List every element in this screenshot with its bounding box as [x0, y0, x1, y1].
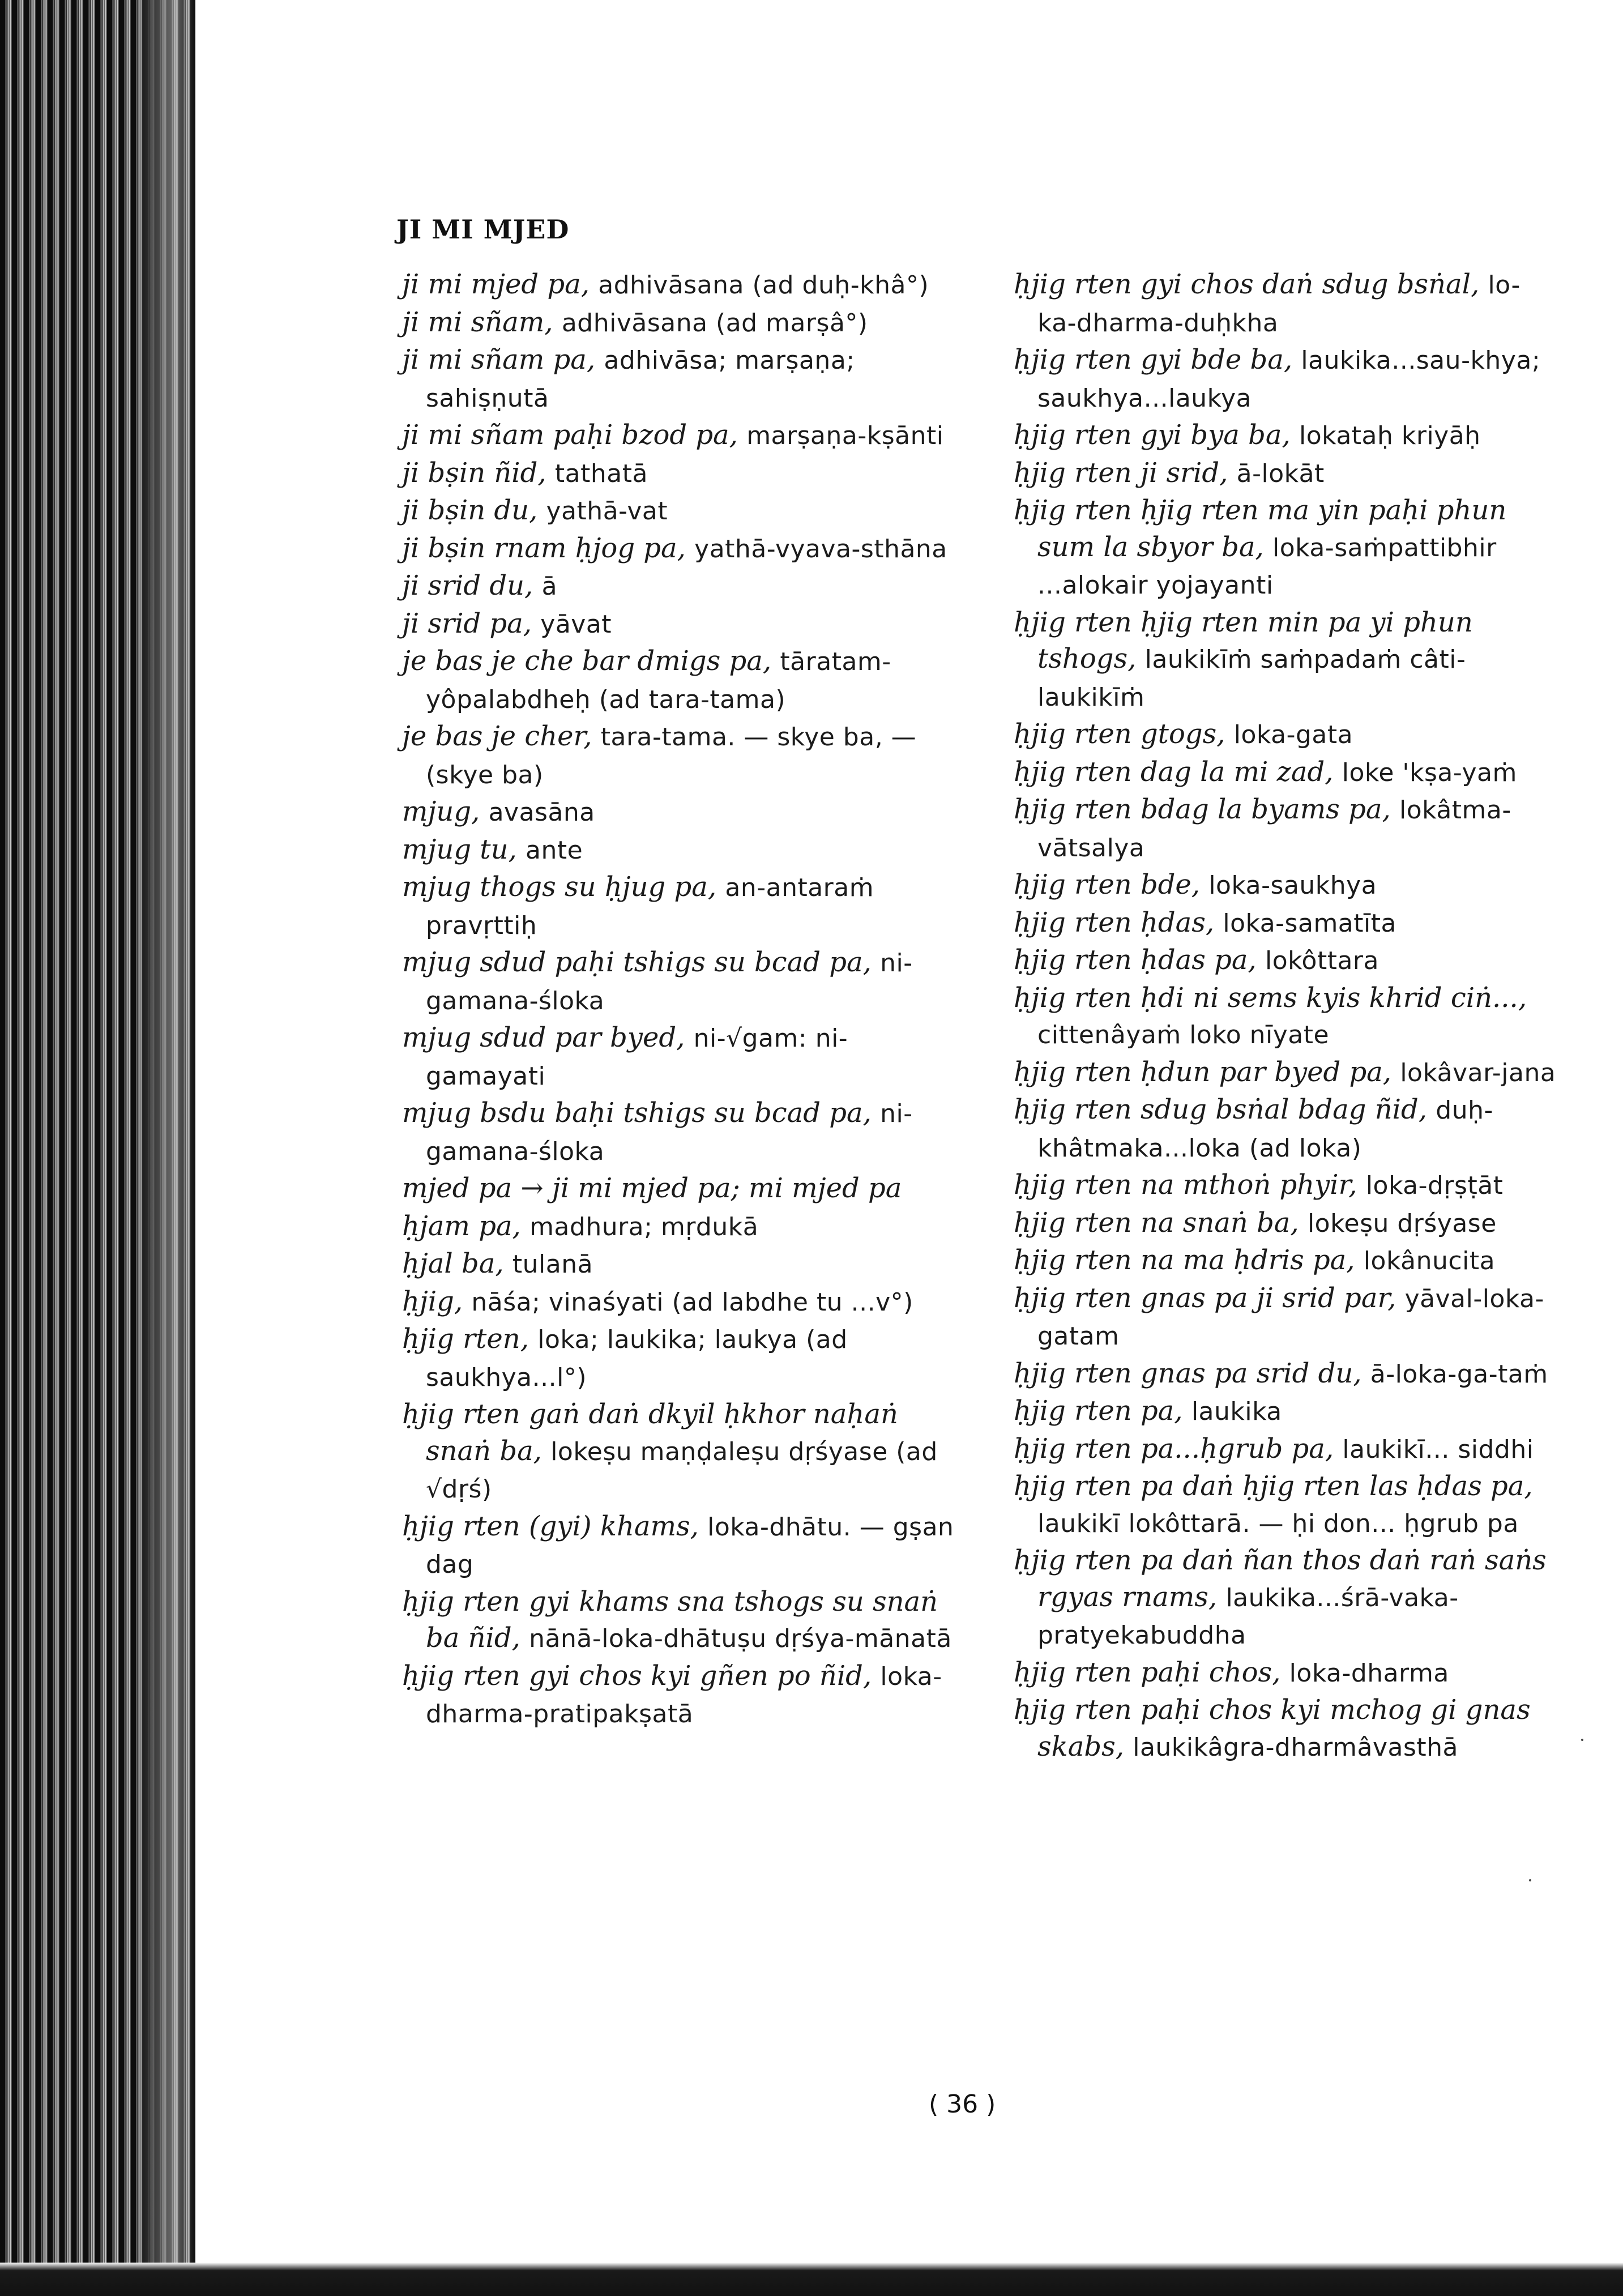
entry-sanskrit-equivalent: lokâvar-jana: [1400, 1058, 1556, 1087]
dictionary-entry: [402, 1584, 957, 1658]
dictionary-entry: [1014, 904, 1557, 942]
entry-headword: ḥjig rten ḥjig rten min pa yi phun tshogs,: [1014, 606, 1473, 675]
entry-headword: ḥjig rten pa,: [1014, 1395, 1183, 1427]
entry-sanskrit-equivalent: laukika: [1191, 1397, 1282, 1426]
dictionary-entry: [1014, 1280, 1557, 1355]
entry-headword: mjug tu,: [402, 833, 517, 865]
entry-headword: je bas je cher,: [402, 720, 592, 752]
entry-sanskrit-equivalent: loka-dṛṣṭāt: [1365, 1171, 1504, 1200]
right-column: [1014, 266, 1557, 1766]
entry-headword: ḥjig rten ḥjig rten ma yin paḥi phun sum la sbyor ba,: [1014, 494, 1507, 563]
dictionary-entry: [402, 1283, 957, 1321]
entry-sanskrit-equivalent: laukika...śrā-vaka-pratyekabuddha: [1037, 1583, 1459, 1650]
entry-headword: ḥjig rten ḥdas pa,: [1014, 944, 1257, 976]
entry-sanskrit-equivalent: yathā-vat: [546, 497, 668, 526]
scan-bottom-edge: [0, 2263, 1623, 2296]
dictionary-entry: [1014, 942, 1557, 980]
entry-headword: ḥjig rten ḥdi ni sems kyis khrid ciṅ...,: [1014, 981, 1527, 1014]
entry-sanskrit-equivalent: loka-dharma: [1289, 1658, 1449, 1688]
entry-headword: ḥjig rten pa daṅ ḥjig rten las ḥdas pa,: [1014, 1470, 1533, 1502]
entry-sanskrit-equivalent: ā: [541, 572, 558, 601]
entry-sanskrit-equivalent: adhivāsa; marṣaṇa; sahiṣṇutā: [426, 346, 855, 413]
entry-headword: ji bṣin ñid,: [402, 456, 546, 489]
entry-sanskrit-equivalent: laukikī... siddhi: [1342, 1435, 1534, 1464]
entry-sanskrit-equivalent: ni-gamana-śloka: [426, 1099, 913, 1166]
entry-headword: ji mi sñam paḥi bzod pa,: [402, 419, 738, 451]
dictionary-entry: [402, 1170, 957, 1208]
dictionary-entry: [1014, 1355, 1557, 1393]
dictionary-entry: [402, 1396, 957, 1508]
entry-headword: ḥjig rten bde,: [1014, 869, 1201, 901]
entry-sanskrit-equivalent: laukikâgra-dharmâvasthā: [1133, 1732, 1458, 1762]
entry-headword: ji bṣin rnam ḥjog pa,: [402, 532, 686, 564]
dictionary-entry: [402, 266, 957, 304]
entry-sanskrit-equivalent: loke 'kṣa-yaṁ: [1342, 758, 1517, 787]
entry-headword: ḥjig rten gnas pa srid du,: [1014, 1357, 1362, 1389]
entry-sanskrit-equivalent: lokôttara: [1265, 946, 1379, 975]
entry-sanskrit-equivalent: lokataḥ kriyāḥ: [1299, 421, 1481, 450]
entry-sanskrit-equivalent: ā-loka-ga-taṁ: [1370, 1359, 1548, 1389]
entry-headword: ḥjig rten ḥdun par byed pa,: [1014, 1056, 1392, 1088]
entry-headword: mjug thogs su ḥjug pa,: [402, 871, 717, 903]
scan-speck: [1529, 1879, 1531, 1881]
dictionary-entry: [1014, 1091, 1557, 1167]
entry-sanskrit-equivalent: laukika...sau-khya; saukhya...laukya: [1037, 346, 1541, 413]
dictionary-entry: [1014, 266, 1557, 342]
dictionary-entry: [1014, 1431, 1557, 1469]
entry-sanskrit-equivalent: laukikī lokôttarā. — ḥi don... ḥgrub pa: [1037, 1509, 1519, 1538]
entry-sanskrit-equivalent: loka-saukhya: [1208, 871, 1377, 900]
entry-headword: ḥjig rten gnas pa ji srid par,: [1014, 1282, 1396, 1314]
entry-sanskrit-equivalent: nānā-loka-dhātuṣu dṛśya-mānatā: [529, 1624, 952, 1653]
dictionary-entry: [402, 492, 957, 530]
entry-sanskrit-equivalent: laukikīṁ saṁpadaṁ câti-laukikīṁ: [1037, 645, 1466, 712]
entry-sanskrit-equivalent: madhura; mṛdukā: [529, 1212, 759, 1241]
entry-sanskrit-equivalent: yāvat: [540, 609, 612, 639]
entry-headword: ḥjig rten paḥi chos kyi mchog gi gnas skabs,: [1014, 1694, 1531, 1762]
dictionary-entry: [402, 1245, 957, 1283]
entry-sanskrit-equivalent: ante: [526, 835, 583, 865]
entry-headword: ḥjig rten na ma ḥdris pa,: [1014, 1244, 1355, 1276]
entry-sanskrit-equivalent: an-antaraṁ pravṛttiḥ: [426, 873, 874, 940]
entry-headword: ḥjig rten gyi bya ba,: [1014, 419, 1291, 451]
entry-sanskrit-equivalent: ni-gamana-śloka: [426, 949, 913, 1015]
entry-headword: ḥjig rten gyi chos daṅ sdug bsṅal,: [1014, 268, 1480, 300]
dictionary-entry: [402, 1508, 957, 1584]
entry-sanskrit-equivalent: cittenâyaṁ loko nīyate: [1037, 1021, 1330, 1049]
entry-sanskrit-equivalent: yathā-vyava-sthāna: [694, 534, 947, 564]
entry-headword: ḥjig rten (gyi) khams,: [402, 1510, 699, 1542]
dictionary-entry: [1014, 754, 1557, 792]
dictionary-entry: [402, 1321, 957, 1396]
entry-sanskrit-equivalent: ni-√gam: ni-gamayati: [426, 1024, 848, 1091]
entry-headword: ji mi sñam,: [402, 306, 553, 338]
entry-headword: je bas je che bar dmigs pa,: [402, 645, 772, 677]
dictionary-entry: [1014, 980, 1557, 1054]
dictionary-entry: [402, 643, 957, 718]
entry-headword: ḥjig rten pa daṅ ñan thos daṅ raṅ saṅs rgyas rnams,: [1014, 1544, 1547, 1613]
entry-headword: ji srid du,: [402, 570, 533, 601]
entry-headword: ḥjig rten gtogs,: [1014, 718, 1225, 750]
entry-headword: mjug bsdu baḥi tshigs su bcad pa,: [402, 1097, 872, 1129]
dictionary-entry: [1014, 492, 1557, 604]
entry-headword: ḥjig rten paḥi chos,: [1014, 1656, 1281, 1688]
dictionary-entry: [402, 1095, 957, 1170]
entry-sanskrit-equivalent: lokeṣu maṇḍaleṣu dṛśyase (ad √dṛś): [426, 1437, 938, 1504]
dictionary-entry: [402, 869, 957, 944]
entry-headword: ḥjig rten ji srid,: [1014, 456, 1228, 489]
entry-headword: mjug sdud par byed,: [402, 1022, 685, 1053]
dictionary-entry: [1014, 1167, 1557, 1205]
entry-sanskrit-equivalent: duḥ-khâtmaka...loka (ad loka): [1037, 1096, 1493, 1163]
dictionary-entry: [402, 1019, 957, 1095]
entry-sanskrit-equivalent: lokânucita: [1363, 1247, 1496, 1275]
entry-sanskrit-equivalent: tara-tama. — skye ba, — (skye ba): [426, 723, 917, 789]
dictionary-entry: [1014, 417, 1557, 455]
dictionary-entry: [1014, 1542, 1557, 1654]
entry-headword: ḥjig,: [402, 1285, 463, 1317]
entry-headword: mjug,: [402, 796, 480, 827]
dictionary-entry: [1014, 604, 1557, 716]
entry-headword: ḥjig rten na mthoṅ phyir,: [1014, 1169, 1357, 1201]
entry-headword: ḥjig rten gyi chos kyi gñen po ñid,: [402, 1659, 872, 1692]
entry-sanskrit-equivalent: avasāna: [488, 798, 595, 827]
entry-sanskrit-equivalent: loka-samatīta: [1223, 908, 1396, 938]
dictionary-entry: [1014, 716, 1557, 754]
dictionary-entry: [402, 718, 957, 793]
scan-speck: [1581, 1739, 1583, 1741]
dictionary-entry: [1014, 455, 1557, 493]
entry-sanskrit-equivalent: tāratam-yôpalabdheḥ (ad tara-tama): [426, 647, 891, 714]
dictionary-entry: [402, 530, 957, 568]
entry-headword: ḥjig rten ḥdas,: [1014, 906, 1215, 938]
dictionary-entry: [1014, 1692, 1557, 1766]
entry-sanskrit-equivalent: loka; laukika; laukya (ad saukhya...l°): [426, 1325, 848, 1392]
dictionary-entry: [402, 831, 957, 869]
entry-sanskrit-equivalent: adhivāsana (ad duḥ-khâ°): [598, 271, 929, 300]
entry-headword: ḥjig rten dag la mi zad,: [1014, 756, 1334, 788]
dictionary-entry: [402, 455, 957, 493]
entry-headword: ji mi sñam pa,: [402, 344, 596, 375]
entry-sanskrit-equivalent: loka-dharma-pratipakṣatā: [426, 1662, 942, 1729]
entry-headword: ḥjig rten,: [402, 1323, 529, 1355]
entry-sanskrit-equivalent: adhivāsana (ad marṣâ°): [561, 308, 868, 338]
dictionary-entry: [1014, 342, 1557, 417]
entry-headword: ḥjig rten gyi khams sna tshogs su snaṅ ba ñid,: [402, 1585, 938, 1654]
entry-headword: ḥjig rten sdug bsṅal bdag ñid,: [1014, 1094, 1428, 1125]
entry-sanskrit-equivalent: loka-saṁpattibhir ...alokair yojayanti: [1037, 533, 1497, 600]
dictionary-entry: [1014, 791, 1557, 867]
entry-sanskrit-equivalent: tathatā: [554, 459, 648, 488]
entry-sanskrit-equivalent: loka-gata: [1233, 720, 1353, 749]
dictionary-entry: [402, 567, 957, 605]
entry-headword: ji bṣin du,: [402, 494, 538, 526]
dictionary-entry: [402, 417, 957, 455]
entry-sanskrit-equivalent: lo-ka-dharma-duḥkha: [1037, 271, 1521, 338]
dictionary-entry: [1014, 1654, 1557, 1692]
entry-headword: ḥjam pa,: [402, 1210, 521, 1242]
entry-headword: ḥjig rten gyi bde ba,: [1014, 344, 1293, 375]
entry-headword: ḥjig rten pa...ḥgrub pa,: [1014, 1432, 1334, 1465]
entry-headword: mjed pa → ji mi mjed pa; mi mjed pa: [402, 1172, 902, 1204]
entry-sanskrit-equivalent: ā-lokāt: [1236, 459, 1325, 488]
dictionary-entry: [402, 1208, 957, 1246]
entry-sanskrit-equivalent: yāval-loka-gatam: [1037, 1284, 1544, 1351]
entry-sanskrit-equivalent: tulanā: [512, 1250, 593, 1279]
entry-headword: ḥjig rten na snaṅ ba,: [1014, 1206, 1299, 1239]
dictionary-entry: [402, 1658, 957, 1733]
dictionary-entry: [1014, 1468, 1557, 1542]
dictionary-entry: [402, 342, 957, 417]
entry-sanskrit-equivalent: lokeṣu dṛśyase: [1307, 1209, 1497, 1238]
dictionary-entry: [1014, 867, 1557, 904]
entry-sanskrit-equivalent: marṣaṇa-kṣānti: [746, 421, 944, 450]
entry-headword: ḥjig rten bdag la byams pa,: [1014, 793, 1391, 825]
dictionary-entry: [1014, 1393, 1557, 1431]
left-column: [402, 266, 957, 1733]
dictionary-entry: [402, 793, 957, 831]
entry-headword: ḥjig rten gaṅ daṅ dkyil ḥkhor naḥaṅ snaṅ ba,: [402, 1398, 898, 1467]
page-number: ( 36 ): [929, 2090, 996, 2119]
entry-headword: ji srid pa,: [402, 607, 532, 639]
entry-headword: ḥjal ba,: [402, 1248, 504, 1279]
entry-sanskrit-equivalent: lokâtma-vātsalya: [1037, 796, 1511, 863]
dictionary-entry: [402, 605, 957, 643]
running-head: JI MI MJED: [396, 214, 570, 245]
spine-shadow: [142, 0, 195, 2296]
entry-headword: ji mi mjed pa,: [402, 268, 590, 300]
dictionary-entry: [1014, 1205, 1557, 1243]
dictionary-entry: [402, 944, 957, 1019]
entry-sanskrit-equivalent: nāśa; vinaśyati (ad labdhe tu ...v°): [471, 1287, 913, 1317]
dictionary-entry: [1014, 1054, 1557, 1092]
dictionary-entry: [1014, 1242, 1557, 1280]
entry-headword: mjug sdud paḥi tshigs su bcad pa,: [402, 946, 872, 978]
dictionary-entry: [402, 304, 957, 342]
entry-sanskrit-equivalent: loka-dhātu. — gṣan dag: [426, 1512, 954, 1579]
